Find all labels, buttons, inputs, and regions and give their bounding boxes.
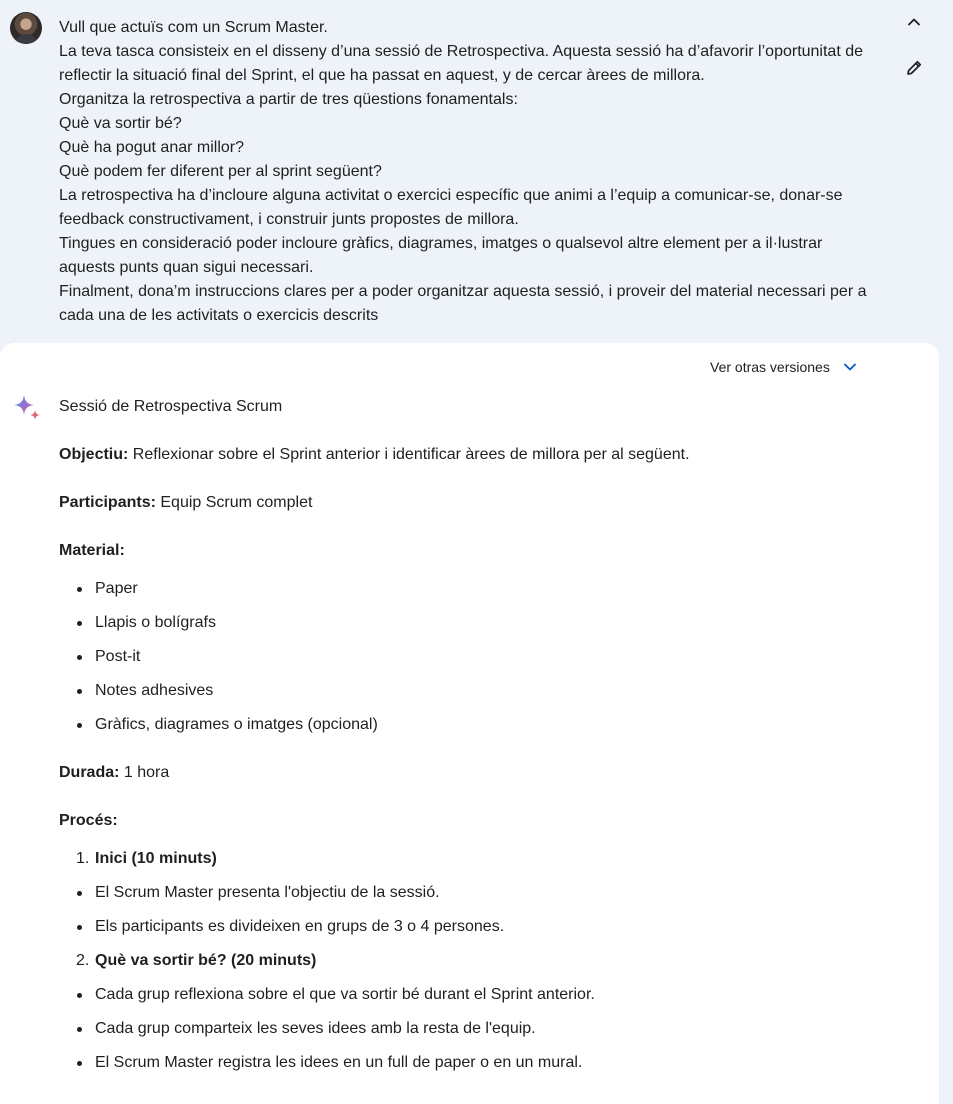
list-item	[59, 713, 919, 737]
model-response	[0, 343, 939, 1104]
prompt-line: La retrospectiva ha d’incloure alguna activitat o exercici específic que animi a l’equip a comunicar-se, donar-se	[59, 187, 843, 204]
bullet-dot	[77, 891, 82, 896]
list-item	[59, 915, 919, 939]
prompt-text	[59, 16, 899, 328]
list-item-text: Cada grup comparteix les seves idees amb la resta de l'equip.	[95, 1020, 536, 1037]
prompt-line: Tingues en consideració poder incloure gràfics, diagrames, imatges o qualsevol altre element per a il·lustrar	[59, 235, 823, 252]
step-number: 1.	[76, 850, 90, 867]
objective-text: Reflexionar sobre el Sprint anterior i identificar àrees de millora per al següent.	[128, 446, 690, 463]
chevron-down-icon	[842, 359, 858, 375]
process-label: Procés:	[59, 812, 118, 829]
bullet-dot	[77, 587, 82, 592]
list-item-text: Els participants es divideixen en grups de 3 o 4 persones.	[95, 918, 505, 935]
list-item-text: Gràfics, diagrames o imatges (opcional)	[95, 716, 378, 733]
other-versions-label: Ver otras versiones	[710, 359, 830, 375]
collapse-prompt-button[interactable]	[900, 8, 928, 36]
bullet-dot	[77, 1027, 82, 1032]
bullet-dot	[77, 1061, 82, 1066]
user-avatar[interactable]	[10, 12, 42, 44]
step-title: Inici (10 minuts)	[95, 850, 217, 867]
participants-paragraph	[59, 491, 919, 515]
list-item-text: Post-it	[95, 648, 141, 665]
prompt-line: Què ha pogut anar millor?	[59, 139, 244, 156]
list-item	[59, 983, 919, 1007]
response-body	[59, 395, 919, 1075]
list-item-text: El Scrum Master registra les idees en un full de paper o en un mural.	[95, 1054, 583, 1071]
gemini-spark-icon	[12, 394, 42, 424]
material-label: Material:	[59, 542, 125, 559]
edit-prompt-button[interactable]	[900, 54, 928, 82]
prompt-line: aquests punts quan sigui necessari.	[59, 259, 314, 276]
step-number: 2.	[76, 952, 90, 969]
list-item	[59, 645, 919, 669]
avatar-figure	[14, 34, 38, 44]
prompt-line: La teva tasca consisteix en el disseny d’una sessió de Retrospectiva. Aquesta sessió ha d’afavorir l’oportunitat de	[59, 43, 864, 60]
step-heading	[59, 949, 919, 973]
list-item	[59, 611, 919, 635]
prompt-line: feedback constructivament, i construir junts propostes de millora.	[59, 211, 519, 228]
bullet-dot	[77, 925, 82, 930]
prompt-line: Vull que actuïs com un Scrum Master.	[59, 19, 328, 36]
bullet-dot	[77, 689, 82, 694]
duration-paragraph	[59, 761, 919, 785]
list-item-text: Cada grup reflexiona sobre el que va sortir bé durant el Sprint anterior.	[95, 986, 595, 1003]
list-item-text: Notes adhesives	[95, 682, 214, 699]
prompt-line: cada una de les activitats o exercicis descrits	[59, 307, 379, 324]
prompt-line: Què va sortir bé?	[59, 115, 182, 132]
material-heading	[59, 539, 919, 563]
response-title: Sessió de Retrospectiva Scrum	[59, 398, 283, 415]
step-title: Què va sortir bé? (20 minuts)	[95, 952, 317, 969]
user-prompt	[0, 0, 953, 345]
process-heading	[59, 809, 919, 833]
prompt-line: Què podem fer diferent per al sprint següent?	[59, 163, 382, 180]
list-item	[59, 1017, 919, 1041]
process-steps	[59, 847, 919, 1075]
prompt-line: reflectir la situació final del Sprint, el que ha passat en aquest, y de cercar àrees de millora.	[59, 67, 705, 84]
list-item	[59, 577, 919, 601]
pencil-icon	[904, 58, 924, 78]
participants-text: Equip Scrum complet	[155, 494, 313, 511]
other-versions-button[interactable]	[710, 359, 858, 375]
duration-label: Durada:	[59, 764, 120, 781]
objective-paragraph	[59, 443, 919, 467]
bullet-dot	[77, 621, 82, 626]
bullet-dot	[77, 723, 82, 728]
list-item	[59, 1051, 919, 1075]
step-heading	[59, 847, 919, 871]
materials-list	[59, 577, 919, 737]
objective-label: Objectiu:	[59, 446, 129, 463]
prompt-line: Organitza la retrospectiva a partir de tres qüestions fonamentals:	[59, 91, 518, 108]
chevron-up-icon	[906, 14, 922, 30]
duration-text: 1 hora	[119, 764, 170, 781]
participants-label: Participants:	[59, 494, 156, 511]
list-item-text: Llapis o bolígrafs	[95, 614, 216, 631]
bullet-dot	[77, 993, 82, 998]
bullet-dot	[77, 655, 82, 660]
list-item	[59, 881, 919, 905]
list-item-text: El Scrum Master presenta l'objectiu de la sessió.	[95, 884, 440, 901]
list-item-text: Paper	[95, 580, 138, 597]
prompt-line: Finalment, dona’m instruccions clares per a poder organitzar aquesta sessió, i proveir del material necessari per a	[59, 283, 867, 300]
list-item	[59, 679, 919, 703]
